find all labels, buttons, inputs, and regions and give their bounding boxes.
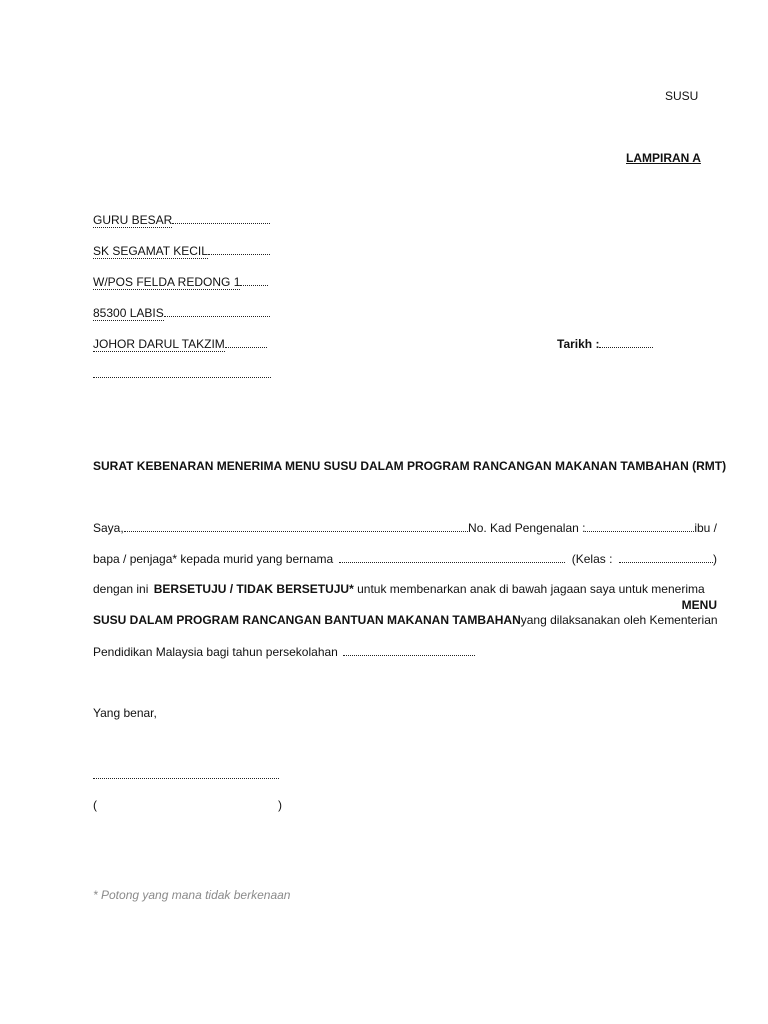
address-line-3-text: W/POS FELDA REDONG 1: [93, 275, 241, 289]
kelas-label: (Kelas :: [571, 552, 613, 566]
lampiran-label: LAMPIRAN A: [626, 151, 701, 165]
school-year-input-line[interactable]: [343, 643, 475, 656]
kelas-input-line[interactable]: [619, 550, 713, 563]
dilaksanakan-text: yang dilaksanakan oleh Kementerian: [520, 613, 718, 627]
kelas-close: ): [712, 552, 717, 566]
dengan-ini-text: dengan ini: [93, 582, 149, 596]
address-line-5-text: JOHOR DARUL TAKZIM: [93, 337, 225, 351]
letter-title: SURAT KEBENARAN MENERIMA MENU SUSU DALAM PROGRAM RANCANGAN MAKANAN TAMBAHAN (RMT): [93, 459, 727, 473]
paren-open: (: [93, 798, 97, 812]
body-line-2: [93, 550, 717, 567]
menu-text: MENU: [681, 598, 717, 612]
footnote-text: * Potong yang mana tidak berkenaan: [93, 888, 291, 902]
date-input-line[interactable]: [599, 335, 653, 348]
ic-label: No. Kad Pengenalan :: [468, 521, 586, 535]
date-label: Tarikh :: [557, 337, 600, 351]
address-line-4-text: 85300 LABIS: [93, 306, 164, 320]
pendidikan-text: Pendidikan Malaysia bagi tahun persekolahan: [93, 645, 338, 659]
address-line-state: [93, 335, 267, 352]
address-line-3-dots: [240, 273, 268, 286]
paren-close: ): [278, 798, 282, 812]
address-line-1-text: GURU BESAR: [93, 213, 173, 227]
untuk-text: untuk membenarkan anak di bawah jagaan saya untuk menerima: [357, 582, 705, 596]
address-line-2-text: SK SEGAMAT KECIL: [93, 244, 208, 258]
address-line-wpos: [93, 273, 268, 290]
body-line-1: [93, 519, 717, 536]
saya-label: Saya,: [93, 521, 124, 535]
consent-choice: BERSETUJU / TIDAK BERSETUJU*: [153, 582, 354, 596]
ibu-label: ibu /: [694, 521, 717, 535]
address-line-postcode: [93, 304, 270, 321]
yang-benar-text: Yang benar,: [93, 706, 157, 720]
address-line-4-dots: [164, 304, 270, 317]
name-input-line[interactable]: [124, 519, 468, 532]
address-line-school: [93, 242, 270, 259]
ic-input-line[interactable]: [585, 519, 694, 532]
body-line-5: [93, 643, 717, 660]
date-field: [557, 335, 653, 352]
body-line-3: [93, 581, 717, 613]
student-name-input-line[interactable]: [339, 550, 565, 563]
address-extra-line: [93, 377, 271, 378]
bapa-penjaga-label: bapa / penjaga* kepada murid yang bernama: [93, 552, 334, 566]
program-name-text: SUSU DALAM PROGRAM RANCANGAN BANTUAN MAKANAN TAMBAHAN: [93, 613, 521, 627]
address-line-5-dots: [225, 335, 267, 348]
address-line-guru-besar: [93, 211, 270, 228]
document-code: SUSU: [665, 89, 699, 103]
body-line-4: [93, 612, 717, 628]
signature-line[interactable]: [93, 778, 279, 779]
address-line-1-dots: [172, 211, 270, 224]
address-line-2-dots: [208, 242, 270, 255]
